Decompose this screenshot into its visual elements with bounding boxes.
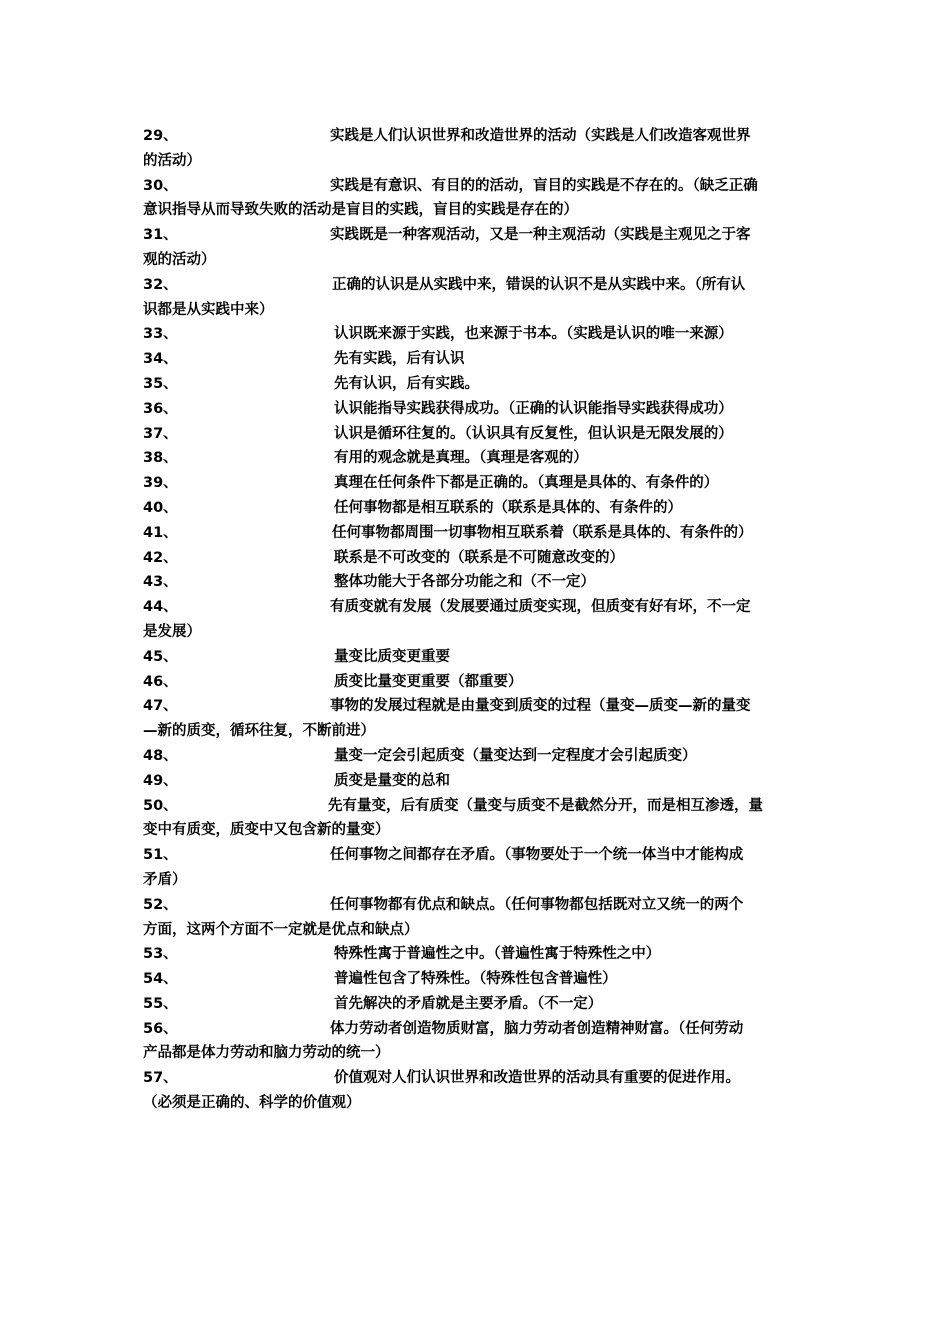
item-first-line (143, 322, 808, 347)
item-first-line (143, 471, 808, 496)
item-number: 38、 (143, 450, 178, 467)
item-continuation-text: 观的活动） (143, 251, 216, 268)
item-text: 实践既是一种客观活动，又是一种主观活动（实践是主观见之于客 (330, 227, 751, 244)
item-number: 32、 (143, 276, 178, 293)
item-text: 任何事物都有优点和缺点。（任何事物都包括既对立又统一的两个 (330, 896, 744, 913)
item-text: 联系是不可改变的（联系是不可随意改变的） (334, 549, 624, 566)
item-continuation-text: —新的质变，循环往复，不断前进） (143, 723, 375, 740)
item-number: 30、 (143, 177, 178, 194)
item-text: 正确的认识是从实践中来，错误的认识不是从实践中来。（所有认 (332, 276, 746, 293)
item-first-line (143, 744, 808, 769)
item-number: 35、 (143, 375, 178, 392)
list-item (143, 1017, 808, 1067)
item-first-line (143, 273, 808, 298)
list-item (143, 422, 808, 447)
item-first-line (143, 397, 808, 422)
item-first-line (143, 769, 808, 794)
item-text: 特殊性寓于普遍性之中。（普遍性寓于特殊性之中） (334, 946, 661, 963)
list-item (143, 273, 808, 323)
item-number: 54、 (143, 971, 178, 988)
item-text: 质变是量变的总和 (334, 772, 450, 789)
item-first-line (143, 347, 808, 372)
item-number: 40、 (143, 499, 178, 516)
item-number: 42、 (143, 549, 178, 566)
list-item (143, 471, 808, 496)
list-item (143, 124, 808, 174)
item-first-line (143, 496, 808, 521)
list-item (143, 670, 808, 695)
item-text: 认识既来源于实践，也来源于书本。（实践是认识的唯一来源） (334, 326, 733, 343)
item-text: 体力劳动者创造物质财富，脑力劳动者创造精神财富。（任何劳动 (330, 1020, 744, 1037)
item-text: 有质变就有发展（发展要通过质变实现，但质变有好有坏，不一定 (330, 599, 751, 616)
list-item (143, 372, 808, 397)
item-continuation-text: 方面，这两个方面不一定就是优点和缺点） (143, 921, 419, 938)
item-number: 39、 (143, 475, 178, 492)
list-item (143, 942, 808, 967)
item-first-line (143, 422, 808, 447)
item-text: 首先解决的矛盾就是主要矛盾。（不一定） (334, 995, 603, 1012)
item-first-line (143, 967, 808, 992)
list-item (143, 744, 808, 769)
list-item (143, 843, 808, 893)
item-number: 57、 (143, 1070, 178, 1087)
item-first-line (143, 595, 808, 620)
item-number: 53、 (143, 946, 178, 963)
item-number: 48、 (143, 747, 178, 764)
item-text: 有用的观念就是真理。（真理是客观的） (334, 450, 588, 467)
item-number: 36、 (143, 400, 178, 417)
item-number: 29、 (143, 128, 178, 144)
item-text: 量变比质变更重要 (334, 648, 450, 665)
item-first-line (143, 670, 808, 695)
item-text: 先有认识，后有实践。 (334, 375, 479, 392)
list-item (143, 322, 808, 347)
item-text: 认识能指导实践获得成功。（正确的认识能指导实践获得成功） (334, 400, 733, 417)
item-number: 34、 (143, 351, 178, 368)
item-text: 真理在任何条件下都是正确的。（真理是具体的、有条件的） (334, 475, 719, 492)
list-item (143, 347, 808, 372)
item-text: 先有量变，后有质变（量变与质变不是截然分开，而是相互渗透，量 (328, 797, 763, 814)
item-first-line (143, 794, 808, 819)
list-item (143, 496, 808, 521)
item-first-line (143, 372, 808, 397)
list-item (143, 570, 808, 595)
item-number: 55、 (143, 995, 178, 1012)
list-item (143, 794, 808, 844)
list-item (143, 223, 808, 273)
item-text: 认识是循环往复的。（认识具有反复性，但认识是无限发展的） (334, 425, 733, 442)
list-item (143, 595, 808, 645)
item-first-line (143, 521, 808, 546)
list-item (143, 694, 808, 744)
item-first-line (143, 124, 808, 149)
item-text: 质变比量变更重要（都重要） (334, 673, 523, 690)
list-item (143, 893, 808, 943)
item-first-line (143, 893, 808, 918)
item-continuation-text: 产品都是体力劳动和脑力劳动的统一） (143, 1045, 390, 1062)
item-continuation-text: 的活动） (143, 152, 201, 169)
item-text: 实践是有意识、有目的的活动，盲目的实践是不存在的。（缺乏正确 (330, 177, 758, 194)
item-continuation-text: 变中有质变，质变中又包含新的量变） (143, 822, 390, 839)
item-text: 价值观对人们认识世界和改造世界的活动具有重要的促进作用。 (334, 1070, 740, 1087)
statement-list (143, 124, 808, 1116)
item-first-line (143, 942, 808, 967)
item-continuation-text: 矛盾） (143, 871, 187, 888)
item-number: 45、 (143, 648, 178, 665)
item-first-line (143, 223, 808, 248)
item-first-line (143, 546, 808, 571)
list-item (143, 521, 808, 546)
item-number: 37、 (143, 425, 178, 442)
item-text: 任何事物都周围一切事物相互联系着（联系是具体的、有条件的） (332, 524, 753, 541)
list-item (143, 446, 808, 471)
item-first-line (143, 992, 808, 1017)
item-number: 43、 (143, 574, 178, 591)
item-text: 整体功能大于各部分功能之和（不一定） (334, 574, 595, 591)
list-item (143, 769, 808, 794)
item-number: 47、 (143, 698, 178, 715)
item-first-line (143, 694, 808, 719)
item-first-line (143, 645, 808, 670)
item-first-line (143, 570, 808, 595)
item-text: 事物的发展过程就是由量变到质变的过程（量变—质变—新的量变 (330, 698, 751, 715)
item-number: 33、 (143, 326, 178, 343)
item-continuation-text: （必须是正确的、科学的价值观） (143, 1095, 361, 1112)
item-number: 51、 (143, 847, 178, 864)
item-first-line (143, 446, 808, 471)
item-number: 56、 (143, 1020, 178, 1037)
list-item (143, 546, 808, 571)
item-first-line (143, 1066, 808, 1091)
item-text: 普遍性包含了特殊性。（特殊性包含普遍性） (334, 971, 617, 988)
item-number: 44、 (143, 599, 178, 616)
list-item (143, 174, 808, 224)
item-number: 41、 (143, 524, 178, 541)
item-text: 实践是人们认识世界和改造世界的活动（实践是人们改造客观世界 (330, 128, 751, 144)
item-number: 46、 (143, 673, 178, 690)
list-item (143, 967, 808, 992)
item-continuation-text: 是发展） (143, 623, 201, 640)
item-text: 任何事物之间都存在矛盾。（事物要处于一个统一体当中才能构成 (330, 847, 744, 864)
list-item (143, 645, 808, 670)
item-first-line (143, 174, 808, 199)
list-item (143, 397, 808, 422)
item-text: 先有实践，后有认识 (334, 351, 465, 368)
item-text: 量变一定会引起质变（量变达到一定程度才会引起质变） (334, 747, 697, 764)
list-item (143, 992, 808, 1017)
item-first-line (143, 1017, 808, 1042)
item-number: 50、 (143, 797, 178, 814)
item-first-line (143, 843, 808, 868)
item-continuation-text: 意识指导从而导致失败的活动是盲目的实践，盲目的实践是存在的） (143, 202, 578, 219)
item-continuation-text: 识都是从实践中来） (143, 301, 274, 318)
item-number: 31、 (143, 227, 178, 244)
item-number: 49、 (143, 772, 178, 789)
item-text: 任何事物都是相互联系的（联系是具体的、有条件的） (334, 499, 682, 516)
list-item (143, 1066, 808, 1116)
item-number: 52、 (143, 896, 178, 913)
